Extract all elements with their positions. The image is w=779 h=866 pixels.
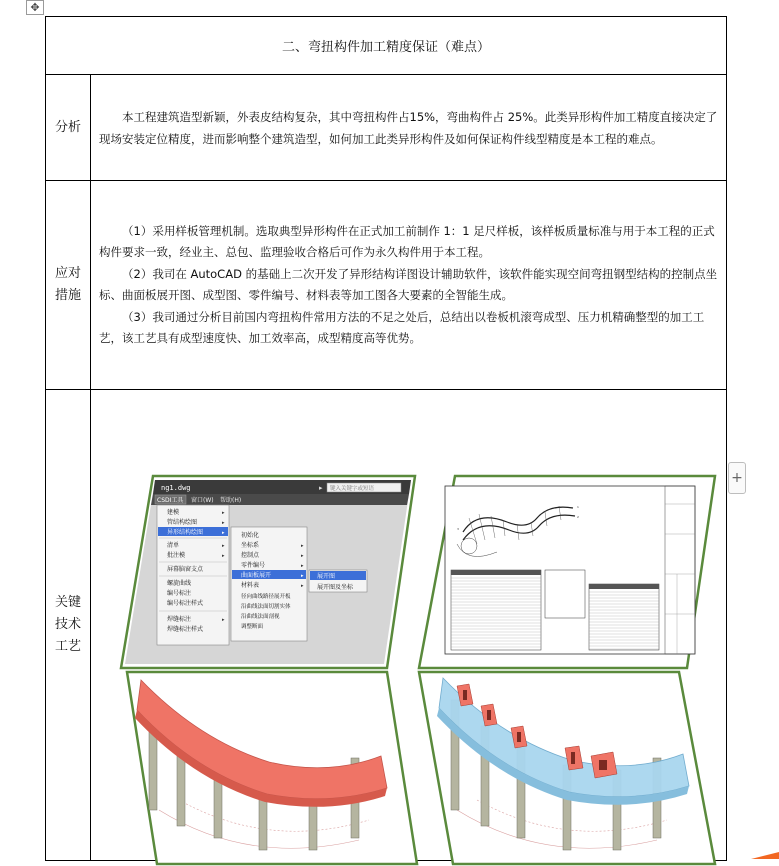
measures-label-line1: 应对 [54, 266, 81, 281]
svg-text:▸: ▸ [301, 573, 304, 579]
measures-label [46, 181, 91, 390]
analysis-label: 分析 [46, 75, 91, 181]
measures-content [91, 181, 727, 390]
svg-text:▸: ▸ [222, 553, 225, 559]
menu-help[interactable]: 帮助(H) [220, 497, 242, 504]
key-tech-label [46, 390, 91, 861]
svg-text:▸: ▸ [222, 530, 225, 536]
measure-item-3: （3）我司通过分析目前国内弯扭构件常用方法的不足之处后，总结出以卷板机滚弯成型、压力机精确整型的加工工艺，该工艺具有成型速度快、加工效率高，成型精度高等优势。 [99, 309, 705, 345]
software-menu-figure [119, 474, 419, 670]
menu2-item-7[interactable]: 沿曲线法面切割实体 [241, 604, 291, 610]
menu1-item-4[interactable]: 清单 [167, 542, 180, 549]
add-row-button[interactable]: + [728, 462, 746, 494]
menu1-item-13[interactable]: 焊缝标注 [167, 616, 192, 623]
menu-csdi[interactable]: CSDI工具 [157, 497, 184, 504]
svg-text:2: 2 [577, 515, 579, 519]
svg-text:▸: ▸ [301, 583, 304, 589]
menu1-item-7[interactable]: 屏幕脑窗支点 [167, 566, 204, 573]
svg-text:▸: ▸ [222, 617, 225, 623]
svg-text:▸: ▸ [222, 510, 225, 516]
menu1-item-10[interactable]: 编号标注 [167, 590, 192, 597]
menu2-item-1[interactable]: 坐标系 [241, 542, 260, 549]
analysis-content [91, 75, 727, 181]
menu2-item-9[interactable]: 调整断面 [241, 624, 264, 630]
menu2-item-3[interactable]: 零件编号 [241, 562, 266, 569]
arrow-icon: ▸ [319, 484, 323, 492]
menu2-item-5[interactable]: 材料表 [241, 582, 260, 589]
analysis-text: 本工程建筑造型新颖，外表皮结构复杂，其中弯扭构件占15%，弯曲构件占 25%。此类异形构件加工精度直接决定了现场安装定位精度，进而影响整个建筑造型，如何加工此类异形构件及如何保证构件线型精度是本工程的难点。 [99, 109, 718, 146]
menu1-item-11[interactable]: 编号标注样式 [167, 600, 204, 607]
svg-text:▸: ▸ [222, 520, 225, 526]
menu2-item-6[interactable]: 径向曲线路径展开板 [241, 594, 291, 600]
menu2-item-8[interactable]: 沿曲线法面剖视 [241, 614, 280, 620]
menu3-item-0[interactable]: 展开图 [317, 573, 336, 580]
menu-window[interactable]: 窗口(W) [191, 497, 214, 504]
table-title: 二、弯扭构件加工精度保证（难点） [46, 17, 727, 75]
menu1-item-1[interactable]: 管结构绘图 [167, 519, 198, 526]
file-title: ng1.dwg [161, 484, 191, 492]
search-placeholder: 键入关键字或短语 [330, 486, 375, 492]
svg-text:3: 3 [457, 527, 459, 531]
menu1-item-0[interactable]: 建模 [167, 509, 180, 516]
table-move-handle[interactable]: ✥ [26, 0, 44, 15]
menu1-item-14[interactable]: 焊缝标注样式 [167, 626, 204, 633]
menu2-item-2[interactable]: 控制点 [241, 552, 260, 559]
menu1-item-2[interactable]: 异形结构绘图 [167, 529, 204, 536]
key-tech-label-line3: 工艺 [54, 639, 81, 654]
measure-item-2: （2）我司在 AutoCAD 的基础上二次开发了异形结构详图设计辅助软件，该软件能实现空间弯扭钢型结构的控制点坐标、曲面板展开图、成型图、零件编号、材料表等加工图各大要素的全智能生成。 [99, 266, 718, 302]
key-tech-label-line1: 关键 [54, 595, 81, 610]
menu-level1 [157, 505, 229, 645]
measure-item-1: （1）采用样板管理机制。选取典型异形构件在正式加工前制作 1：1 足尺样板，该样板质量标准与用于本工程的正式构件要求一致，经业主、总包、监理验收合格后可作为永久构件用于本工程。 [99, 223, 715, 259]
menu1-item-5[interactable]: 批注模 [167, 552, 186, 559]
measures-label-line2: 措施 [54, 288, 81, 303]
construction-doc-table [45, 16, 727, 861]
svg-text:1: 1 [577, 505, 579, 509]
shop-drawing-figure [417, 474, 717, 670]
svg-text:▸: ▸ [301, 553, 304, 559]
svg-text:▸: ▸ [222, 543, 225, 549]
menu2-item-4[interactable]: 曲面板展开 [241, 572, 272, 579]
key-tech-label-line2: 技术 [54, 617, 81, 632]
svg-text:▸: ▸ [301, 543, 304, 549]
orange-corner-decoration [749, 851, 779, 859]
svg-text:▸: ▸ [301, 563, 304, 569]
menu3-item-1[interactable]: 展开图及坐标 [317, 584, 354, 591]
menu1-item-9[interactable]: 螺旋曲线 [167, 580, 192, 587]
bending-rendering-red [119, 670, 419, 866]
key-tech-figures [91, 390, 727, 861]
menu2-item-0[interactable]: 初始化 [241, 532, 260, 539]
bending-rendering-blue [417, 670, 717, 866]
